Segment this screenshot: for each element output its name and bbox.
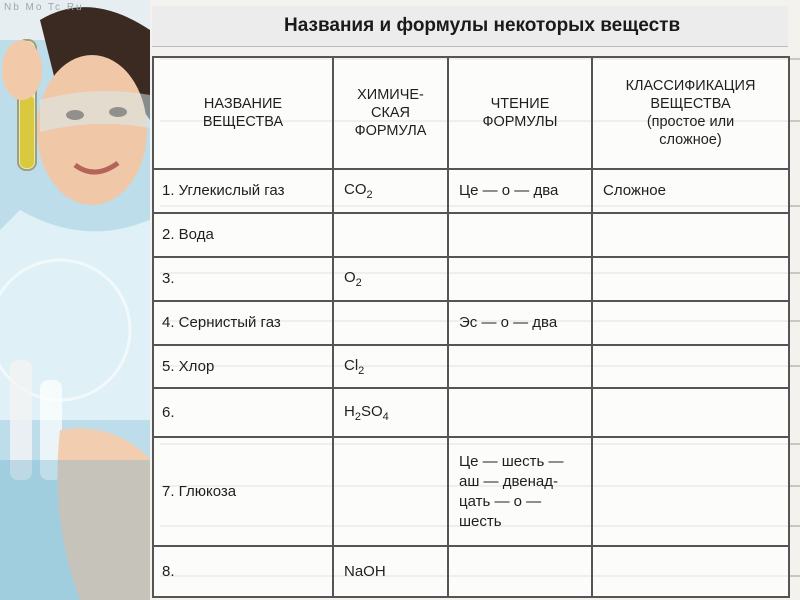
formula-reading-cell — [448, 257, 592, 301]
classification-cell — [592, 388, 789, 436]
formula-reading-cell — [448, 169, 592, 213]
chemical-formula-cell — [333, 301, 448, 345]
header-line: ФОРМУЛЫ — [482, 114, 558, 130]
column-header-classification — [592, 57, 789, 169]
header-line: ВЕЩЕСТВА — [650, 96, 731, 112]
chemical-formula-cell — [333, 169, 448, 213]
substance-name-cell: 3. — [153, 257, 333, 301]
classification-cell — [592, 437, 789, 547]
table-row — [153, 301, 789, 345]
substance-name-cell: 6. — [153, 388, 333, 436]
substance-name-cell: 2. Вода — [153, 213, 333, 257]
chemical-formula-cell — [333, 345, 448, 389]
table-row — [153, 345, 789, 389]
classification-cell — [592, 213, 789, 257]
student-photo — [0, 0, 160, 600]
header-line: ВЕЩЕСТВА — [202, 114, 284, 130]
reading-line: Це — шесть — — [459, 452, 564, 470]
substance-name-cell: 1. Углекислый газ — [153, 169, 333, 213]
substance-name-cell: 5. Хлор — [153, 345, 333, 389]
column-header-reading — [448, 57, 592, 169]
header-line: ХИМИЧЕ- — [357, 87, 424, 103]
table-body — [153, 169, 789, 597]
substances-table-container — [152, 56, 788, 598]
formula-subscript: 2 — [355, 276, 362, 289]
substance-name-cell: 8. — [153, 546, 333, 597]
chemical-formula-cell — [333, 213, 448, 257]
formula-reading-cell — [448, 345, 592, 389]
formula-reading-cell — [448, 437, 592, 547]
formula-subscript: 2 — [366, 188, 373, 201]
chemical-formula-cell — [333, 437, 448, 547]
chemical-formula-cell — [333, 546, 448, 597]
formula-subscript: 4 — [382, 410, 389, 423]
table-header-row — [153, 57, 789, 169]
header-line: СКАЯ — [370, 105, 411, 121]
page-title: Названия и формулы некоторых веществ — [284, 15, 681, 36]
formula-reading-cell — [448, 388, 592, 436]
header-line: КЛАССИФИКАЦИЯ — [625, 78, 756, 94]
formula-symbol: Cl — [344, 356, 359, 374]
chemical-formula-cell — [333, 257, 448, 301]
table-row — [153, 257, 789, 301]
chemical-formula-cell — [333, 388, 448, 436]
formula-symbol: SO — [360, 402, 383, 420]
header-line: (простое или — [646, 114, 735, 130]
table-row — [153, 546, 789, 597]
classification-cell — [592, 345, 789, 389]
column-header-formula — [333, 57, 448, 169]
substances-table — [152, 56, 790, 598]
reading-line: шесть — [459, 512, 502, 530]
formula-symbol: H — [344, 402, 355, 420]
student-illustration — [0, 0, 160, 600]
table-row — [153, 437, 789, 547]
formula-symbol: O — [344, 268, 356, 286]
formula-reading-cell — [448, 301, 592, 345]
periodic-table-corner: Nb Mo Tc Ru — [4, 2, 84, 13]
classification-cell — [592, 301, 789, 345]
reading-line: Эс — о — два — [459, 313, 558, 331]
header-line: НАЗВАНИЕ — [203, 96, 283, 112]
classification-cell — [592, 546, 789, 597]
formula-symbol: CO — [344, 180, 367, 198]
column-header-name — [153, 57, 333, 169]
formula-symbol: NaOH — [344, 563, 386, 581]
reading-line: Це — о — два — [459, 181, 559, 199]
header-line: ФОРМУЛА — [354, 123, 427, 139]
header-line: сложное) — [659, 132, 722, 148]
substance-name-cell: 4. Сернистый газ — [153, 301, 333, 345]
title-bar — [152, 6, 788, 47]
classification-cell — [592, 257, 789, 301]
table-row — [153, 169, 789, 213]
substance-name-cell: 7. Глюкоза — [153, 437, 333, 547]
reading-line: аш — двенад- — [459, 472, 558, 490]
formula-reading-cell — [448, 546, 592, 597]
reading-line: цать — о — — [459, 492, 542, 510]
classification-cell: Сложное — [592, 169, 789, 213]
formula-subscript: 2 — [354, 410, 361, 423]
formula-reading-cell — [448, 213, 592, 257]
table-row — [153, 388, 789, 436]
header-line: ЧТЕНИЕ — [490, 96, 550, 112]
table-row — [153, 213, 789, 257]
formula-subscript: 2 — [358, 364, 365, 377]
